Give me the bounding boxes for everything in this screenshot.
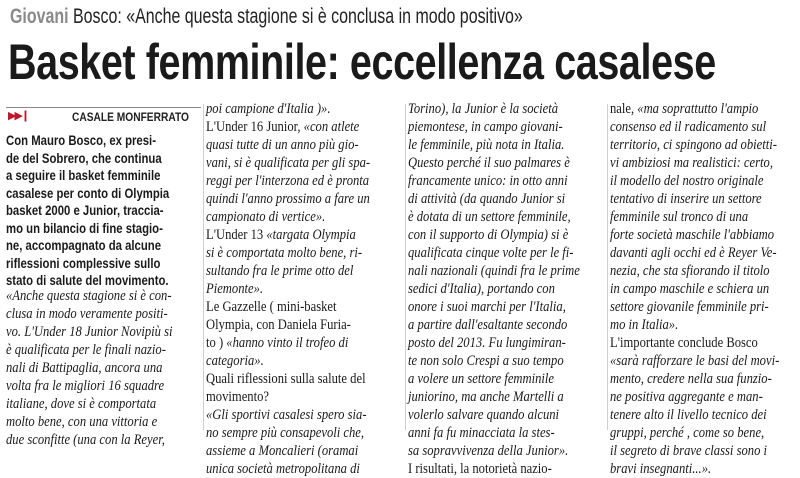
text-line: riflessioni complessive sullo: [6, 255, 161, 271]
text-line: campionato di vertice».: [206, 209, 326, 225]
text-line: a partire dall'esaltante secondo: [408, 317, 568, 333]
text-line: posto del 2013. Fu lungimiran-: [408, 335, 566, 351]
text-line: forte società maschile l'abbiamo: [610, 227, 775, 243]
text-line: bravi insegnanti...».: [610, 461, 712, 477]
dateline-place: CASALE MONFERRATO: [72, 110, 189, 124]
text-line: nale, «ma soprattutto l'ampio: [610, 101, 759, 117]
lead-paragraph: [6, 132, 200, 290]
column-divider: [607, 104, 608, 430]
text-line: L'Under 13 «targata Olympia: [206, 227, 356, 243]
headline: Basket femminile: eccellenza casalese: [8, 34, 716, 90]
text-line: vani, si è qualificata per gli spa-: [206, 155, 371, 171]
column-3: [408, 100, 604, 477]
double-arrow-icon: ▶▶❙: [8, 109, 29, 122]
text-line: quasi tutte di un anno più gio-: [206, 137, 359, 153]
text-line: te non solo Crespi a suo tempo: [408, 353, 564, 369]
text-line: Piemonte».: [206, 281, 264, 297]
text-line: Torino), la Junior è la società: [408, 101, 559, 117]
column-1: [6, 100, 201, 448]
kicker-subtitle: Bosco: «Anche questa stagione si è conclusa in modo positivo»: [72, 5, 523, 28]
text-line: ne, accompagnato da alcune: [6, 238, 162, 253]
text-line: italiane, dove si è comportata: [6, 396, 157, 412]
text-line: gruppi, perché , come so bene,: [610, 425, 765, 441]
text-line: qualificata cinque volte per le fi-: [408, 245, 574, 261]
text-line: mento, credere nella sua funzio-: [610, 371, 772, 387]
text-line: Le Gazzelle ( mini-basket: [206, 299, 337, 315]
text-line: consenso ed il radicamento sul: [610, 119, 767, 135]
text-line: «sarà rafforzare le basi del movi-: [610, 353, 780, 369]
text-line: Con Mauro Bosco, ex presi-: [6, 133, 156, 148]
text-line: mo in Italia».: [610, 317, 679, 333]
text-line: Olympia, con Daniela Furia-: [206, 317, 351, 333]
text-line: davanti agli occhi ed è Reyer Ve-: [610, 245, 777, 261]
text-line: si è comportata molto bene, ri-: [206, 245, 363, 261]
text-line: juniorino, ma anche Martelli a: [408, 389, 564, 405]
text-line: de del Sobrero, che continua: [6, 150, 162, 166]
text-line: settore giovanile femminile pri-: [610, 299, 769, 315]
text-line: «Gli sportivi casalesi spero sia-: [206, 407, 367, 423]
text-line: tentativo di inserire un settore: [610, 191, 762, 207]
text-line: I risultati, la notorietà nazio-: [408, 461, 552, 477]
kicker: [10, 2, 523, 32]
text-line: a seguire il basket femminile: [6, 168, 161, 183]
text-line: in campo maschile e schiera un: [610, 281, 770, 297]
text-line: onore i suoi marchi per l'Italia,: [408, 299, 566, 315]
text-line: Questo perché il suo palmares è: [408, 155, 570, 171]
text-line: femminile sul tronco di una: [610, 209, 749, 225]
text-line: a volere un settore femminile: [408, 371, 555, 387]
text-line: francamente unico: in otto anni: [408, 173, 568, 189]
text-line: ne positiva aggregante e man-: [610, 389, 763, 405]
text-line: stato di salute del movimento.: [6, 273, 169, 288]
text-line: mo un bilancio di fine stagio-: [6, 220, 163, 236]
text-line: nali nazionali (quindi fra le prime: [408, 263, 580, 279]
text-line: categoria».: [206, 353, 264, 369]
text-line: «Anche questa stagione si è con-: [6, 288, 172, 304]
text-line: no sempre più consapevoli che,: [206, 425, 365, 441]
text-line: L'Under 16 Junior, «con atlete: [206, 119, 360, 135]
text-line: movimento?: [206, 389, 269, 405]
text-line: Quali riflessioni sulla salute del: [206, 371, 366, 387]
text-line: vi ambiziosi ma realistici: certo,: [610, 155, 773, 171]
column-4: [610, 100, 800, 477]
text-line: poi campione d'Italia )».: [206, 101, 331, 117]
text-line: anni fa fu minacciata la stes-: [408, 425, 555, 441]
column-2: [206, 100, 402, 477]
text-line: to ) «hanno vinto il trofeo di: [206, 335, 349, 351]
text-line: clusa in modo veramente positi-: [6, 306, 168, 322]
text-line: L'importante conclude Bosco: [610, 335, 758, 351]
text-line: il modello del nostro originale: [610, 173, 764, 189]
text-line: due sconfitte (una con la Reyer,: [6, 432, 165, 448]
text-line: volta fra le migliori 16 squadre: [6, 378, 165, 394]
text-line: tenere alto il livello tecnico dei: [610, 407, 767, 423]
text-line: nezia, che sta sfiorando il titolo: [610, 263, 770, 279]
text-line: sultando fra le prime otto del: [206, 263, 354, 279]
text-line: sa sopravvivenza della Junior».: [408, 443, 569, 459]
text-line: basket 2000 e Junior, traccia-: [6, 203, 164, 218]
text-line: casalese per conto di Olympia: [6, 185, 170, 201]
text-line: quindi l'anno prossimo a fare un: [206, 191, 370, 207]
column-divider: [405, 104, 406, 430]
text-line: piemontese, in campo giovani-: [408, 119, 563, 135]
text-line: molto bene, con una vittoria e: [6, 414, 158, 430]
text-line: sedici d'Italia), portando con: [408, 281, 555, 297]
column-divider: [203, 104, 204, 430]
text-line: assieme a Moncalieri (oramai: [206, 443, 359, 459]
text-line: unica società metropolitana di: [206, 461, 360, 477]
column-1-body: [6, 287, 204, 449]
text-line: è dotata di un settore femminile,: [408, 209, 571, 225]
text-line: con il supporto di Olympia) si è: [408, 227, 569, 243]
text-line: le femminile, più nota in Italia.: [408, 137, 565, 153]
text-line: è qualificata per le finali nazio-: [6, 342, 166, 358]
text-line: di attività (da quando Junior si: [408, 191, 566, 207]
text-line: territorio, ci spingono ad obietti-: [610, 137, 777, 153]
text-line: reggi per l'interzona ed è pronta: [206, 173, 370, 189]
text-line: volerlo salvare quando alcuni: [408, 407, 560, 423]
text-line: vo. L'Under 18 Junior Novipiù si: [6, 324, 173, 340]
text-line: nali di Battipaglia, ancora una: [6, 360, 163, 376]
text-line: il segreto di brave classi sono i: [610, 443, 768, 459]
kicker-tag: Giovani: [10, 5, 69, 28]
